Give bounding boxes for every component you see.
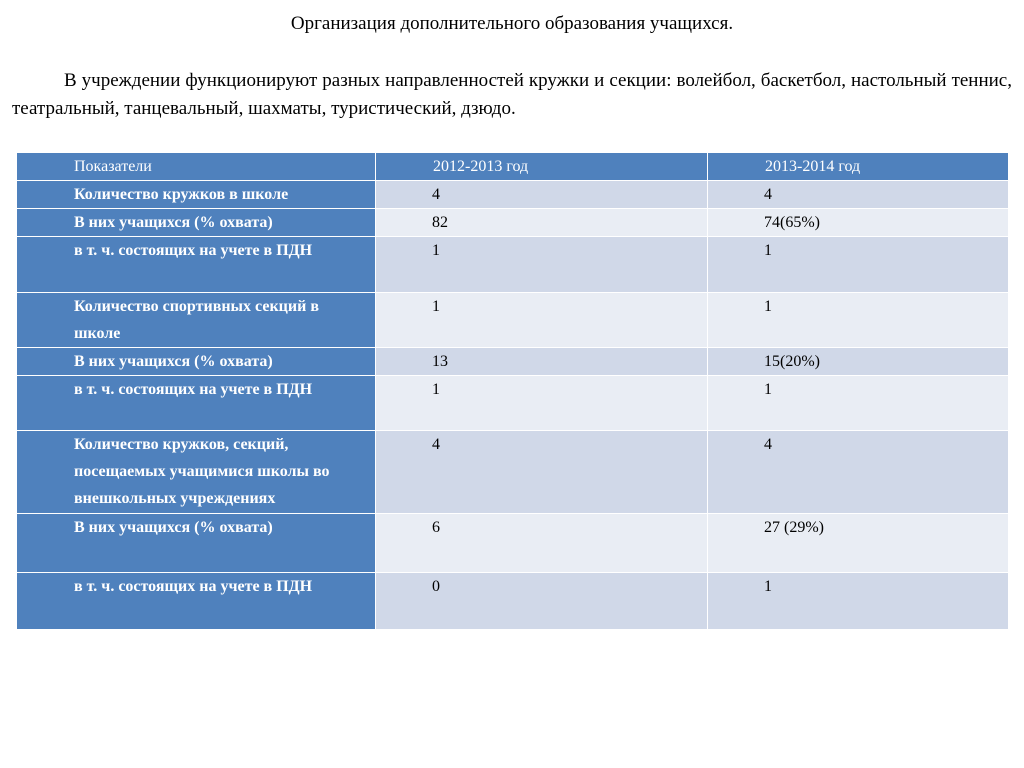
value-2013-2014: 1 bbox=[708, 573, 1009, 630]
value-2012-2013: 4 bbox=[376, 181, 708, 209]
table-row bbox=[17, 181, 1009, 209]
table-row bbox=[17, 514, 1009, 573]
value-2013-2014: 1 bbox=[708, 293, 1009, 348]
table-row bbox=[17, 293, 1009, 348]
row-label: в т. ч. состоящих на учете в ПДН bbox=[17, 376, 376, 431]
page-title: Организация дополнительного образования учащихся. bbox=[290, 13, 734, 34]
value-2013-2014: 15(20%) bbox=[708, 348, 1009, 376]
indicators-table bbox=[16, 152, 1009, 630]
value-2013-2014: 74(65%) bbox=[708, 209, 1009, 237]
row-label: в т. ч. состоящих на учете в ПДН bbox=[17, 237, 376, 293]
value-2012-2013: 6 bbox=[376, 514, 708, 573]
value-2012-2013: 1 bbox=[376, 293, 708, 348]
value-2012-2013: 0 bbox=[376, 573, 708, 630]
row-label: Количество кружков в школе bbox=[17, 181, 376, 209]
row-label: В них учащихся (% охвата) bbox=[17, 514, 376, 573]
value-2012-2013: 13 bbox=[376, 348, 708, 376]
table-row bbox=[17, 376, 1009, 431]
value-2013-2014: 4 bbox=[708, 431, 1009, 514]
header-year-2013-2014: 2013-2014 год bbox=[708, 153, 1009, 181]
table-row bbox=[17, 573, 1009, 630]
table-row bbox=[17, 237, 1009, 293]
header-year-2012-2013: 2012-2013 год bbox=[376, 153, 708, 181]
table-header-row bbox=[17, 153, 1009, 181]
value-2013-2014: 1 bbox=[708, 376, 1009, 431]
value-2012-2013: 1 bbox=[376, 376, 708, 431]
intro-paragraph: В учреждении функционируют разных направленностей кружки и секции: волейбол, баскетбол, настольный теннис, театральный, танцевальный, шахматы, туристический, дзюдо. bbox=[12, 70, 1012, 119]
table-row bbox=[17, 209, 1009, 237]
header-indicators: Показатели bbox=[17, 153, 376, 181]
value-2012-2013: 1 bbox=[376, 237, 708, 293]
value-2013-2014: 27 (29%) bbox=[708, 514, 1009, 573]
row-label: Количество кружков, секций, посещаемых учащимися школы во внешкольных учреждениях bbox=[17, 431, 376, 514]
table-row bbox=[17, 348, 1009, 376]
value-2013-2014: 4 bbox=[708, 181, 1009, 209]
value-2013-2014: 1 bbox=[708, 237, 1009, 293]
table-row bbox=[17, 431, 1009, 514]
value-2012-2013: 4 bbox=[376, 431, 708, 514]
row-label: В них учащихся (% охвата) bbox=[17, 209, 376, 237]
row-label: Количество спортивных секций в школе bbox=[17, 293, 376, 348]
row-label: В них учащихся (% охвата) bbox=[17, 348, 376, 376]
row-label: в т. ч. состоящих на учете в ПДН bbox=[17, 573, 376, 630]
value-2012-2013: 82 bbox=[376, 209, 708, 237]
